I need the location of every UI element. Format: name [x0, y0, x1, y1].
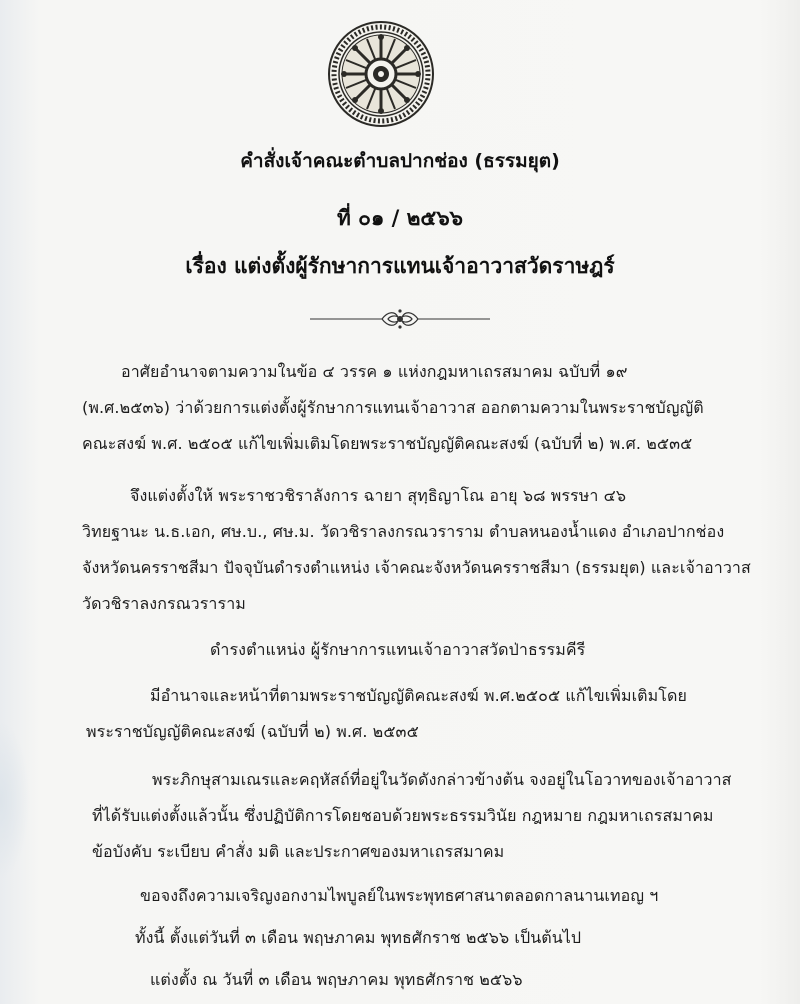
body-line-11: พระภิกษุสามเณรและคฤหัสถ์ที่อยู่ในวัดดังกล่าวข้างต้น จงอยู่ในโอวาทของเจ้าอาวาส	[152, 770, 732, 789]
order-number: ที่ ๐๑ / ๒๕๖๖	[337, 206, 463, 230]
page-shadow	[0, 720, 30, 880]
body-line-4: จึงแต่งตั้งให้ พระราชวชิราลังการ ฉายา สุทฺธิญาโณ อายุ ๖๘ พรรษา ๔๖	[130, 486, 627, 505]
order-title: คำสั่งเจ้าคณะตำบลปากช่อง (ธรรมยุต)	[240, 150, 560, 172]
body-line-10: พระราชบัญญัติคณะสงฆ์ (ฉบับที่ ๒) พ.ศ. ๒๕๓๕	[86, 722, 419, 741]
body-line-2: (พ.ศ.๒๕๓๖) ว่าด้วยการแต่งตั้งผู้รักษาการแทนเจ้าอาวาส ออกตามความในพระราชบัญญัติ	[82, 398, 704, 417]
body-line-1: อาศัยอำนาจตามความในข้อ ๔ วรรค ๑ แห่งกฎมหาเถรสมาคม ฉบับที่ ๑๙	[121, 362, 628, 381]
order-subject: เรื่อง แต่งตั้งผู้รักษาการแทนเจ้าอาวาสวัดราษฎร์	[185, 254, 615, 278]
body-line-9: มีอำนาจและหน้าที่ตามพระราชบัญญัติคณะสงฆ์ พ.ศ.๒๕๐๕ แก้ไขเพิ่มเติมโดย	[150, 686, 687, 705]
body-line-6: จังหวัดนครราชสีมา ปัจจุบันดำรงตำแหน่ง เจ้าคณะจังหวัดนครราชสีมา (ธรรมยุต) และเจ้าอาวาส	[82, 558, 751, 577]
body-line-5: วิทยฐานะ น.ธ.เอก, ศษ.บ., ศษ.ม. วัดวชิราลงกรณวราราม ตำบลหนองน้ำแดง อำเภอปากช่อง	[82, 522, 725, 541]
body-line-3: คณะสงฆ์ พ.ศ. ๒๕๐๕ แก้ไขเพิ่มเติมโดยพระราชบัญญัติคณะสงฆ์ (ฉบับที่ ๒) พ.ศ. ๒๕๓๕	[82, 434, 693, 453]
body-line-15: ทั้งนี้ ตั้งแต่วันที่ ๓ เดือน พฤษภาคม พุทธศักราช ๒๕๖๖ เป็นต้นไป	[135, 928, 582, 947]
body-line-16: แต่งตั้ง ณ วันที่ ๓ เดือน พฤษภาคม พุทธศักราช ๒๕๖๖	[150, 970, 523, 989]
ornamental-divider-icon	[300, 306, 500, 332]
dharma-wheel-seal-icon	[327, 20, 435, 128]
body-line-12: ที่ได้รับแต่งตั้งแล้วนั้น ซึ่งปฏิบัติการโดยชอบด้วยพระธรรมวินัย กฎหมาย กฎมหาเถรสมาคม	[92, 806, 714, 825]
body-line-7: วัดวชิราลงกรณวราราม	[82, 594, 246, 613]
body-line-14: ขอจงถึงความเจริญงอกงามไพบูลย์ในพระพุทธศาสนาตลอดกาลนานเทอญ ฯ	[140, 886, 659, 905]
body-line-8: ดำรงตำแหน่ง ผู้รักษาการแทนเจ้าอาวาสวัดป่าธรรมคีรี	[210, 640, 586, 659]
body-line-13: ข้อบังคับ ระเบียบ คำสั่ง มติ และประกาศของมหาเถรสมาคม	[92, 842, 505, 861]
